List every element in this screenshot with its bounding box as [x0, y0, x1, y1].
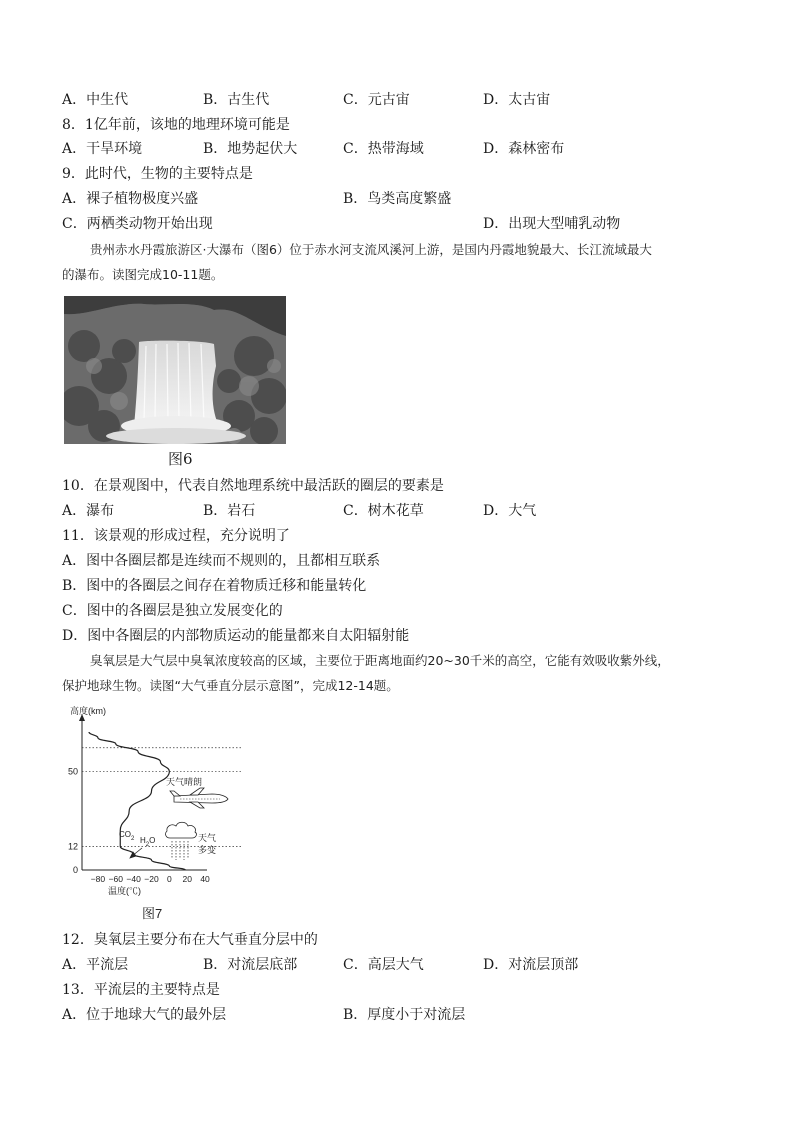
- x-tick-label: −80: [90, 874, 106, 884]
- q9-option-d: D．出现大型哺乳动物: [483, 216, 621, 232]
- figure7-caption: 图7: [142, 906, 163, 921]
- q11-option-a: A．图中各圈层都是连续而不规则的，且都相互联系: [62, 553, 381, 569]
- q10-option-d: D．大气: [483, 503, 537, 519]
- intro-waterfall-line1: 贵州赤水丹霞旅游区·大瀑布（图6）位于赤水河支流风溪河上游，是国内丹霞地貌最大、长江流域最大: [90, 242, 652, 257]
- temperature-curve: [89, 732, 185, 870]
- q13-option-a: A．位于地球大气的最外层: [62, 1007, 227, 1023]
- q9-option-a: A．裸子植物极度兴盛: [62, 191, 199, 207]
- q7-option-b: B．古生代: [203, 92, 270, 108]
- x-tick-label: 0: [166, 874, 172, 884]
- airplane-icon: [170, 788, 228, 808]
- waterfall-photo: [64, 296, 286, 444]
- q10-option-a: A．瀑布: [62, 503, 115, 519]
- q12-option-c: C．高层大气: [343, 957, 424, 973]
- cloud-icon: [166, 822, 197, 838]
- label-clear-weather: 天气晴朗: [166, 777, 203, 787]
- q8-option-a: A．干旱环境: [62, 141, 143, 157]
- intro-waterfall-line2: 的瀑布。读图完成10-11题。: [62, 267, 224, 282]
- q13-option-b: B．厚度小于对流层: [343, 1007, 466, 1023]
- q8-option-b: B．地势起伏大: [203, 141, 298, 157]
- q10-stem: 10．在景观图中，代表自然地理系统中最活跃的圈层的要素是: [62, 478, 444, 494]
- q9-stem: 9．此时代，生物的主要特点是: [62, 166, 253, 182]
- rain-icon: [172, 841, 188, 860]
- y-axis-label: 高度(km): [70, 706, 106, 716]
- intro-ozone: [62, 648, 738, 698]
- intro-ozone-line2: 保护地球生物。读图“大气垂直分层示意图”，完成12-14题。: [62, 678, 399, 693]
- x-tick-label: −60: [108, 874, 123, 884]
- y-tick-label: 50: [67, 766, 78, 777]
- q11-option-b: B．图中的各圈层之间存在着物质迁移和能量转化: [62, 578, 367, 594]
- atmosphere-chart: [62, 700, 262, 925]
- q12-stem: 12．臭氧层主要分布在大气垂直分层中的: [62, 932, 318, 948]
- q13-stem: 13．平流层的主要特点是: [62, 982, 220, 998]
- q11-stem: 11．该景观的形成过程，充分说明了: [62, 528, 290, 544]
- q10-option-c: C．树木花草: [343, 503, 424, 519]
- q12-option-b: B．对流层底部: [203, 957, 298, 973]
- q8-option-d: D．森林密布: [483, 141, 565, 157]
- q10-option-b: B．岩石: [203, 503, 256, 519]
- label-changeable-1: 天气: [198, 833, 217, 843]
- label-h2o: $H_2O$: [140, 836, 156, 848]
- x-tick-label: −40: [126, 874, 141, 884]
- q9-option-c: C．两栖类动物开始出现: [62, 216, 213, 232]
- q9-option-b: B．鸟类高度繁盛: [343, 191, 452, 207]
- q12-option-d: D．对流层顶部: [483, 957, 579, 973]
- x-tick-label: −20: [144, 874, 159, 884]
- q7-option-d: D．太古宙: [483, 92, 551, 108]
- y-tick-label: 0: [72, 865, 78, 875]
- q12-option-a: A．平流层: [62, 957, 129, 973]
- intro-ozone-line1: 臭氧层是大气层中臭氧浓度较高的区域，主要位于距离地面约20~30千米的高空，它能有效吸收紫外线，: [90, 653, 670, 668]
- q7-option-c: C．元古宙: [343, 92, 410, 108]
- figure6-caption: 图6: [168, 450, 193, 468]
- label-co2: $CO_2$: [119, 830, 135, 842]
- label-changeable-2: 多变: [198, 845, 217, 855]
- q8-stem: 8．1亿年前，该地的地理环境可能是: [62, 117, 290, 133]
- q11-option-c: C．图中的各圈层是独立发展变化的: [62, 603, 283, 619]
- y-tick-label: 12: [67, 841, 78, 852]
- x-axis-label: 温度(℃): [108, 886, 141, 896]
- x-tick-label: 20: [182, 874, 192, 884]
- q7-option-a: A．中生代: [62, 92, 129, 108]
- x-tick-label: 40: [200, 874, 210, 884]
- intro-waterfall: [62, 237, 738, 287]
- q11-option-d: D．图中各圈层的内部物质运动的能量都来自太阳辐射能: [62, 628, 410, 644]
- q8-option-c: C．热带海域: [343, 141, 424, 157]
